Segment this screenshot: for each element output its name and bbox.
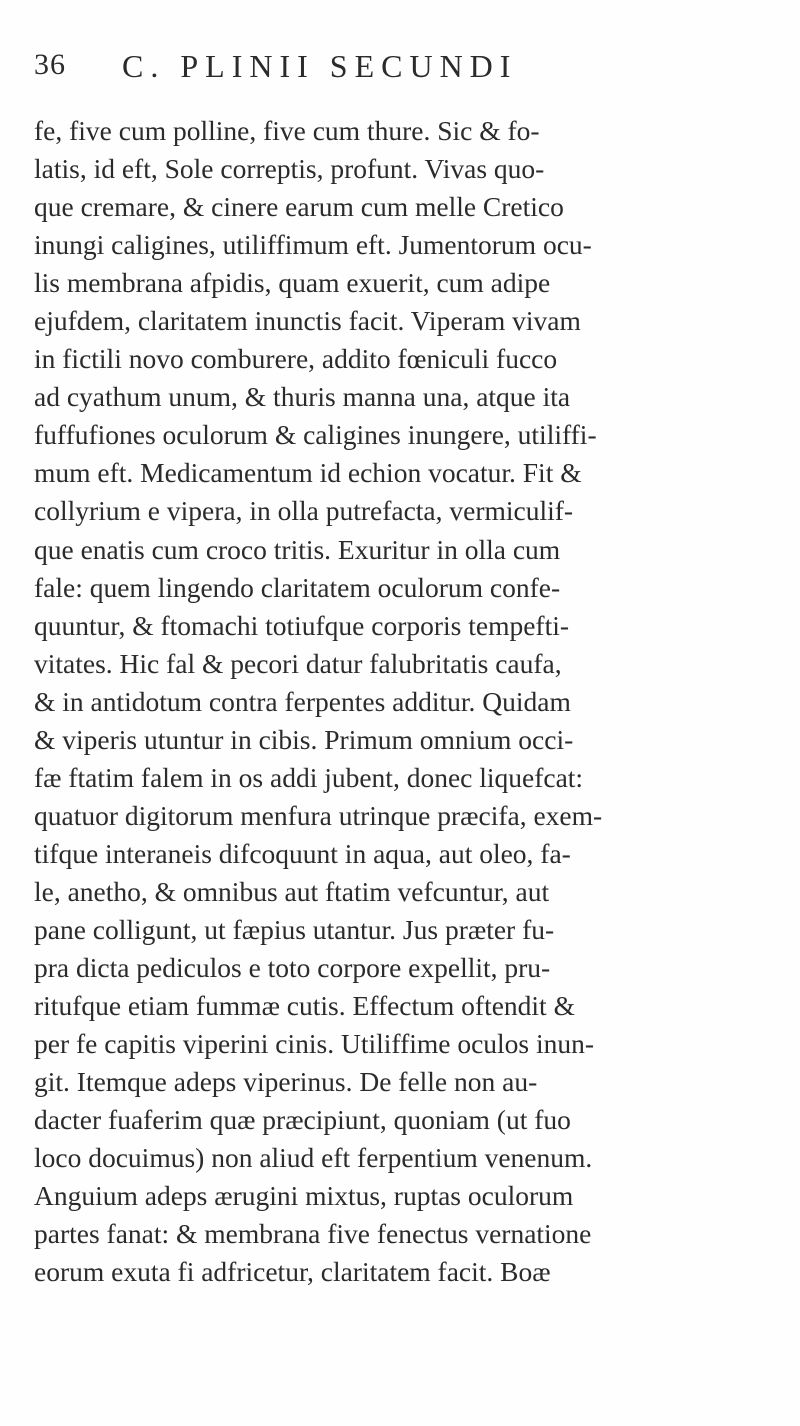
- page-header: [34, 48, 754, 88]
- text-line: ad cyathum unum, & thuris manna una, atque ita: [34, 381, 571, 413]
- text-line: le, anetho, & omnibus aut ftatim vefcuntur, aut: [34, 875, 550, 907]
- text-line: loco docuimus) non aliud eft ferpentium venenum.: [34, 1142, 593, 1174]
- text-line: Anguium adeps ærugini mixtus, ruptas oculorum: [34, 1180, 574, 1212]
- text-line: pane colligunt, ut fæpius utantur. Jus præter fu-: [34, 913, 555, 945]
- text-line: quuntur, & ftomachi totiufque corporis tempefti-: [34, 609, 570, 641]
- text-line: fæ ftatim falem in os addi jubent, donec liquefcat:: [34, 761, 584, 793]
- text-line: pra dicta pediculos e toto corpore expellit, pru-: [34, 952, 551, 984]
- text-line: & in antidotum contra ferpentes additur. Quidam: [34, 685, 571, 717]
- text-line: que cremare, & cinere earum cum melle Cretico: [34, 191, 564, 223]
- text-line: dacter fuaferim quæ præcipiunt, quoniam (ut fuo: [34, 1104, 571, 1136]
- text-line: fuffufiones oculorum & caligines inungere, utiliffi-: [34, 419, 597, 451]
- text-line: lis membrana afpidis, quam exuerit, cum adipe: [34, 267, 551, 299]
- text-line: inungi caligines, utiliffimum eft. Jumentorum ocu-: [34, 229, 592, 261]
- text-line: latis, id eft, Sole correptis, profunt. Vivas quo-: [34, 153, 545, 185]
- text-line: eorum exuta fi adfricetur, claritatem facit. Boæ: [34, 1256, 551, 1288]
- text-line: ejufdem, claritatem inunctis facit. Viperam vivam: [34, 305, 581, 337]
- text-line: fale: quem lingendo claritatem oculorum confe-: [34, 571, 561, 603]
- text-line: git. Itemque adeps viperinus. De felle non au-: [34, 1066, 538, 1098]
- text-line: vitates. Hic fal & pecori datur falubritatis caufa,: [34, 647, 562, 679]
- text-line: mum eft. Medicamentum id echion vocatur. Fit &: [34, 457, 582, 489]
- page-number: 36: [34, 48, 66, 81]
- text-line: que enatis cum croco tritis. Exuritur in olla cum: [34, 533, 561, 565]
- text-line: & viperis utuntur in cibis. Primum omnium occi-: [34, 723, 574, 755]
- text-line: in fictili novo comburere, addito fœniculi fucco: [34, 343, 558, 375]
- text-line: fe, five cum polline, five cum thure. Sic & fo-: [34, 115, 540, 146]
- running-head: C. PLINII SECUNDI: [122, 48, 518, 84]
- text-line: quatuor digitorum menfura utrinque præcifa, exem-: [34, 799, 603, 831]
- body-text: [34, 112, 764, 1291]
- text-line: ritufque etiam fummæ cutis. Effectum oftendit &: [34, 990, 575, 1022]
- text-line: collyrium e vipera, in olla putrefacta, vermiculif-: [34, 495, 574, 527]
- text-line: per fe capitis viperini cinis. Utiliffime oculos inun-: [34, 1028, 595, 1060]
- text-line: tifque interaneis difcoquunt in aqua, aut oleo, fa-: [34, 837, 571, 869]
- text-line: partes fanat: & membrana five fenectus vernatione: [34, 1218, 592, 1250]
